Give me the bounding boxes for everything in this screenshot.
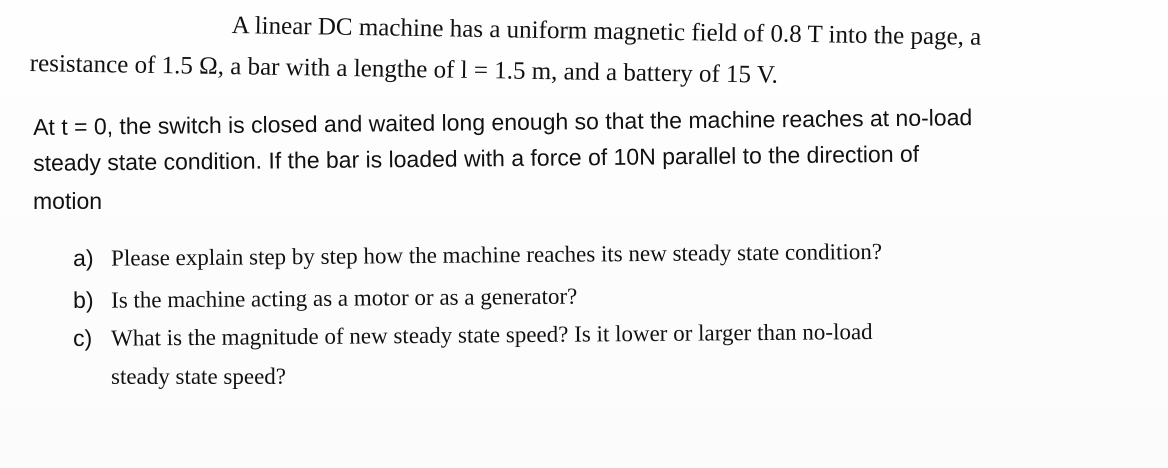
- problem-text-line: motion: [33, 188, 103, 214]
- question-label: c): [73, 324, 93, 351]
- problem-text-line: A linear DC machine has a uniform magnetic field of 0.8 T into the page, a: [231, 12, 982, 51]
- question-c: [73, 318, 873, 352]
- problem-text-line: At t = 0, the switch is closed and waited long enough so that the machine reaches at no-load: [33, 104, 973, 140]
- question-label: b): [73, 286, 94, 313]
- question-text: What is the magnitude of new steady state speed? Is it lower or larger than no-load: [111, 319, 873, 351]
- question-text: Please explain step by step how the machine reaches its new steady state condition?: [111, 238, 883, 271]
- question-label: a): [73, 244, 94, 271]
- problem-text-line: steady state condition. If the bar is loaded with a force of 10N parallel to the direction of: [33, 140, 920, 176]
- problem-text-line: resistance of 1.5 Ω, a bar with a lengthe of l = 1.5 m, and a battery of 15 V.: [29, 50, 779, 89]
- question-b: [73, 283, 577, 314]
- question-c-continuation: steady state speed?: [111, 364, 286, 389]
- question-text: Is the machine acting as a motor or as a generator?: [111, 283, 578, 313]
- question-a: [73, 238, 882, 272]
